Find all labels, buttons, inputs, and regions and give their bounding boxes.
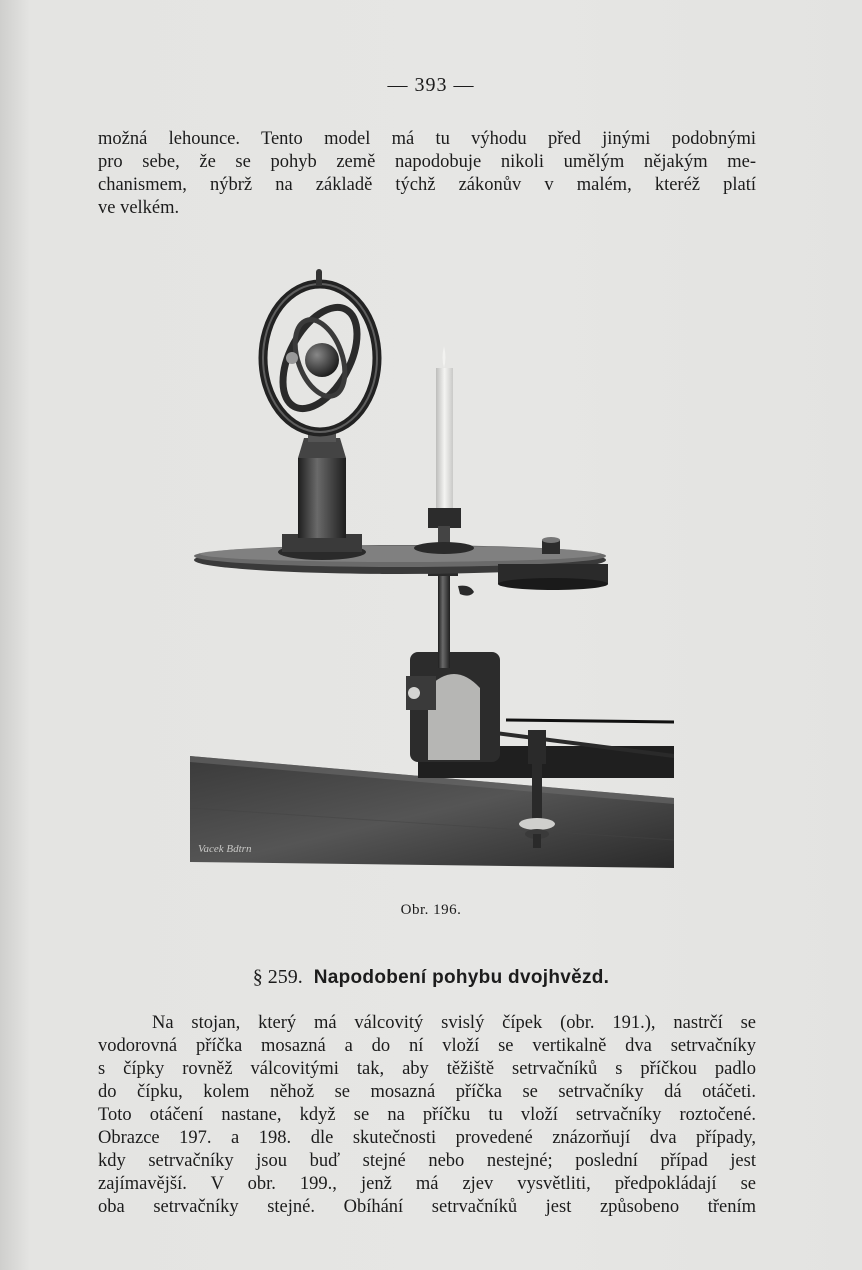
text-line: chanismem, nýbrž na základě týchž zákonův v malém, kteréž platí: [98, 175, 756, 195]
text-line: pro sebe, že se pohyb země napodobuje nikoli umělým nějakým me-: [98, 152, 756, 172]
text-line: do čípku, kolem něhož se mosazná příčka se setrvačníky dá otáčeti.: [98, 1082, 756, 1102]
candle: [414, 346, 474, 554]
section-heading: [0, 966, 862, 989]
text-line: Toto otáčení nastane, když se na příčku tu vloží setrvačníky roztočené.: [98, 1105, 756, 1125]
figure-caption: Obr. 196.: [400, 902, 462, 918]
text-line: oba setrvačníky stejné. Obíhání setrvačníků jest způsobeno třením: [98, 1197, 756, 1217]
body-paragraph: [98, 1012, 756, 1219]
gyroscope-rings: [263, 269, 377, 432]
intro-paragraph: [98, 128, 756, 220]
text-line: vodorovná příčka mosazná a do ní vloží se vertikalně dva setrvačníky: [98, 1036, 756, 1056]
text-line: kdy setrvačníky jsou buď stejné nebo nestejné; poslední případ jest: [98, 1151, 756, 1171]
photographer-signature: Vacek Bdtrn: [198, 843, 252, 855]
round-platform: [194, 537, 608, 590]
text-line: zajímavější. V obr. 199., jenž má zjev vysvětliti, předpokládají se: [98, 1174, 756, 1194]
text-line: ve velkém.: [98, 198, 180, 218]
text-line: Na stojan, který má válcovitý svislý čípek (obr. 191.), nastrčí se: [152, 1013, 756, 1033]
figure-photo-gyroscope-model: [188, 268, 674, 868]
text-line: Obrazce 197. a 198. dle skutečnosti provedené znázorňují dva případy,: [98, 1128, 756, 1148]
section-title: Napodobení pohybu dvojhvězd.: [313, 967, 610, 988]
gyroscope-stand: [278, 428, 366, 560]
text-line: s čípky rovněž válcovitými tak, aby těžiště setrvačníků s příčkou padlo: [98, 1059, 756, 1079]
section-number: § 259.: [252, 966, 303, 988]
page-number: — 393 —: [387, 74, 475, 96]
text-line: možná lehounce. Tento model má tu výhodu před jinými podobnými: [98, 129, 756, 149]
